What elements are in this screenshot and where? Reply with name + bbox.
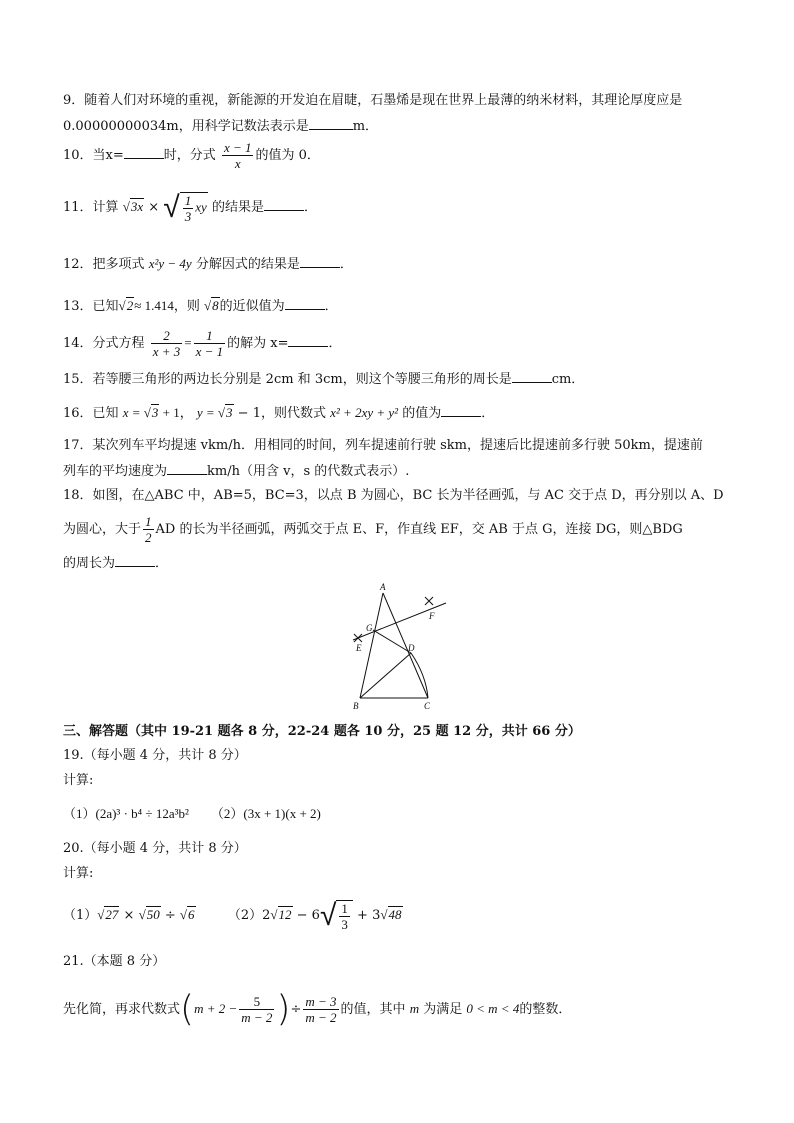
answer-blank[interactable]: [288, 334, 328, 347]
label-f: F: [429, 611, 435, 621]
side-ab: [360, 593, 383, 698]
answer-blank[interactable]: [300, 255, 340, 268]
label-e: E: [356, 643, 362, 653]
label-c: C: [424, 701, 431, 711]
q18-line3: 的周长为 ．: [63, 556, 169, 571]
triangle-figure: [340, 580, 460, 712]
q19-title: 19.（每小题 4 分，共计 8 分）: [63, 748, 247, 763]
q11: 11．计算 √3x × √ $\frac{1}{3}$ xy 的结果是 ．: [63, 190, 317, 225]
q21-title: 21.（本题 8 分）: [63, 954, 166, 969]
q9-line2: 0.00000000034m，用科学记数法表示是 m．: [63, 119, 379, 134]
answer-blank[interactable]: [285, 297, 325, 310]
segment-gd: [373, 630, 411, 653]
q16: 16．已知 x = √3 + 1， y = √3 − 1，则代数式 x² + 2xy + y² 的值为 ．: [63, 405, 495, 421]
answer-blank[interactable]: [512, 370, 552, 383]
label-a: A: [380, 582, 386, 592]
q9-line1: 9．随着人们对环境的重视，新能源的开发迫在眉睫，石墨烯是现在世界上最薄的纳米材料，其理论厚度应是: [63, 93, 683, 108]
q14: 14．分式方程 $\frac{2}{x + 3}$ = $\frac{1}{x - 1}$ 的解为 x= ．: [63, 328, 342, 359]
q18-line2: 为圆心，大于 $\frac{1}{2}$ AD 的长为半径画弧，两弧交于点 E、F，作直线 EF，交 AB 于点 G，连接 DG，则△BDG: [63, 514, 683, 545]
q12: 12．把多项式 x²y − 4y 分解因式的结果是 ．: [63, 256, 353, 272]
label-d: D: [408, 643, 415, 653]
mark-f: [425, 597, 433, 605]
q17-line1: 17．某次列车平均提速 vkm/h．用相同的时间，列车提速前行驶 skm，提速后比提速前多行驶 50km，提速前: [63, 438, 703, 453]
line-ef: [353, 603, 446, 640]
q15: 15．若等腰三角形的两边长分别是 2cm 和 3cm，则这个等腰三角形的周长是 cm．: [63, 372, 585, 387]
answer-blank[interactable]: [441, 404, 481, 417]
q19-parts: （1）(2a)³ · b⁴ ÷ 12a³b² （2）(3x + 1)(x + 2): [63, 806, 321, 821]
q13: 13．已知√2≈ 1.414，则 √8的近似值为 ．: [63, 298, 338, 314]
label-g: G: [366, 623, 373, 633]
answer-blank[interactable]: [167, 462, 207, 475]
section-heading: 三、解答题（其中 19-21 题各 8 分，22-24 题各 10 分，25 题 12 分，共计 66 分）: [63, 724, 581, 739]
label-b: B: [353, 701, 359, 711]
answer-blank[interactable]: [264, 198, 304, 211]
segment-bd: [360, 653, 411, 698]
q20-calc: 计算:: [63, 866, 94, 881]
q20-parts: （1）√27 × √50 ÷ √6 （2）2√12 − 6√ $\frac{1}{3}$ + 3√48: [63, 898, 402, 933]
q20-title: 20.（每小题 4 分，共计 8 分）: [63, 841, 247, 856]
mark-e: [354, 634, 362, 642]
side-ac: [383, 593, 428, 698]
q17-line2: 列车的平均速度为 km/h（用含 v，s 的代数式表示）.: [63, 464, 410, 479]
answer-blank[interactable]: [115, 554, 155, 567]
q19-calc: 计算:: [63, 773, 94, 788]
q21-body: 先化简，再求代数式(m + 2 − $\frac{5}{m - 2}$ )÷ $\frac{m - 3}{m - 2}$ 的值，其中 m 为满足 0 < m < 4的整数．: [63, 988, 572, 1030]
answer-blank[interactable]: [124, 146, 164, 159]
q18-line1: 18．如图，在△ABC 中，AB=5，BC=3，以点 B 为圆心，BC 长为半径画弧，与 AC 交于点 D，再分别以 A、D: [63, 488, 724, 503]
answer-blank[interactable]: [309, 117, 353, 130]
q10: 10．当x= 时，分式 $\frac{x - 1}{x}$ 的值为 0．: [63, 140, 320, 171]
